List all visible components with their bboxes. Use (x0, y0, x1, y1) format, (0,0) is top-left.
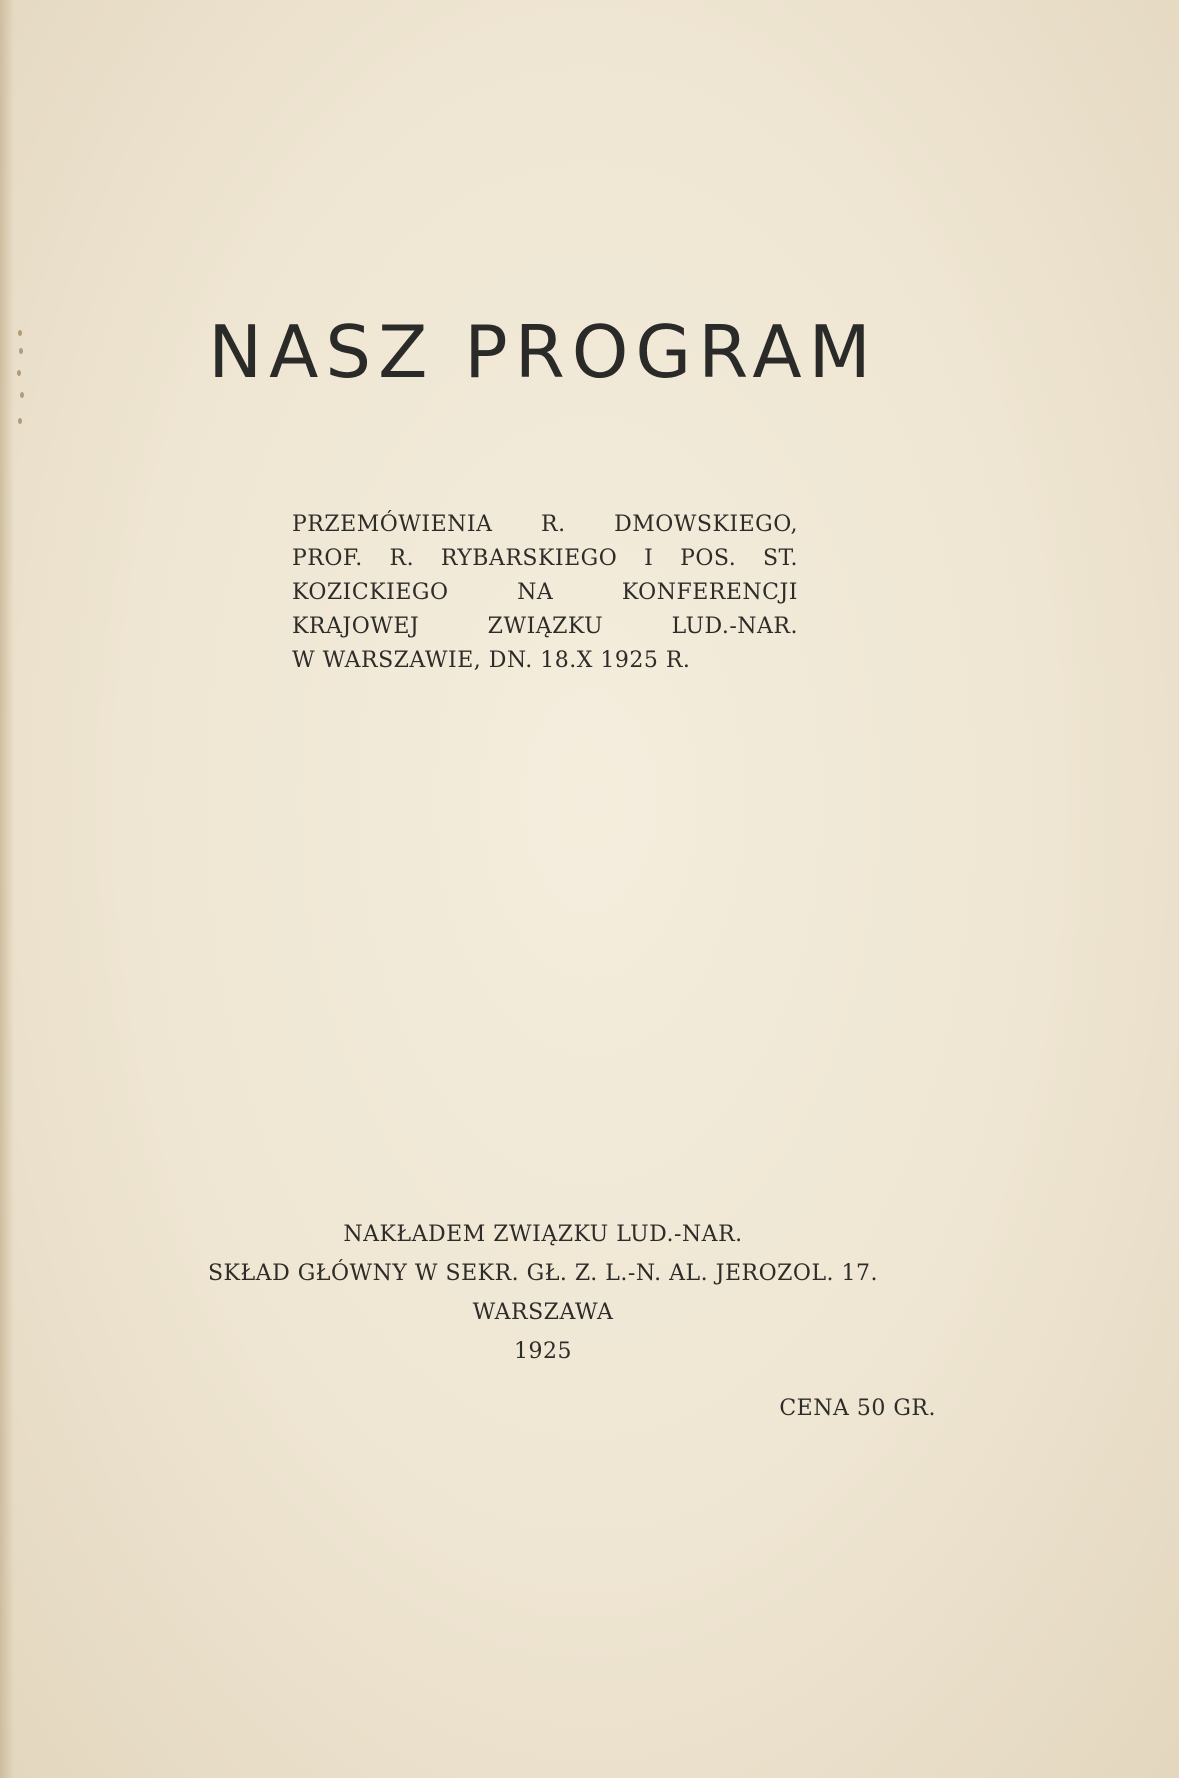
publisher-city: WARSZAWA (472, 1300, 614, 1325)
subtitle-line: KRAJOWEJ ZWIĄZKU LUD.-NAR. (292, 614, 798, 639)
price-label: CENA 50 GR. (779, 1396, 936, 1421)
cover-subtitle (292, 508, 798, 678)
subtitle-line: KOZICKIEGO NA KONFERENCJI (292, 580, 798, 605)
publication-year: 1925 (514, 1339, 572, 1364)
publisher-line: NAKŁADEM ZWIĄZKU LUD.-NAR. (343, 1222, 743, 1247)
publisher-block (0, 1215, 1086, 1371)
paper-edge-shadow (0, 0, 14, 1778)
subtitle-line: PROF. R. RYBARSKIEGO I POS. ST. (292, 546, 798, 571)
subtitle-line: PRZEMÓWIENIA R. DMOWSKIEGO, (292, 512, 798, 537)
publisher-line: SKŁAD GŁÓWNY W SEKR. GŁ. Z. L.-N. AL. JEROZOL. 17. (207, 1261, 879, 1286)
cover-title: NASZ PROGRAM (208, 310, 878, 394)
subtitle-line: W WARSZAWIE, DN. 18.X 1925 R. (292, 648, 691, 673)
